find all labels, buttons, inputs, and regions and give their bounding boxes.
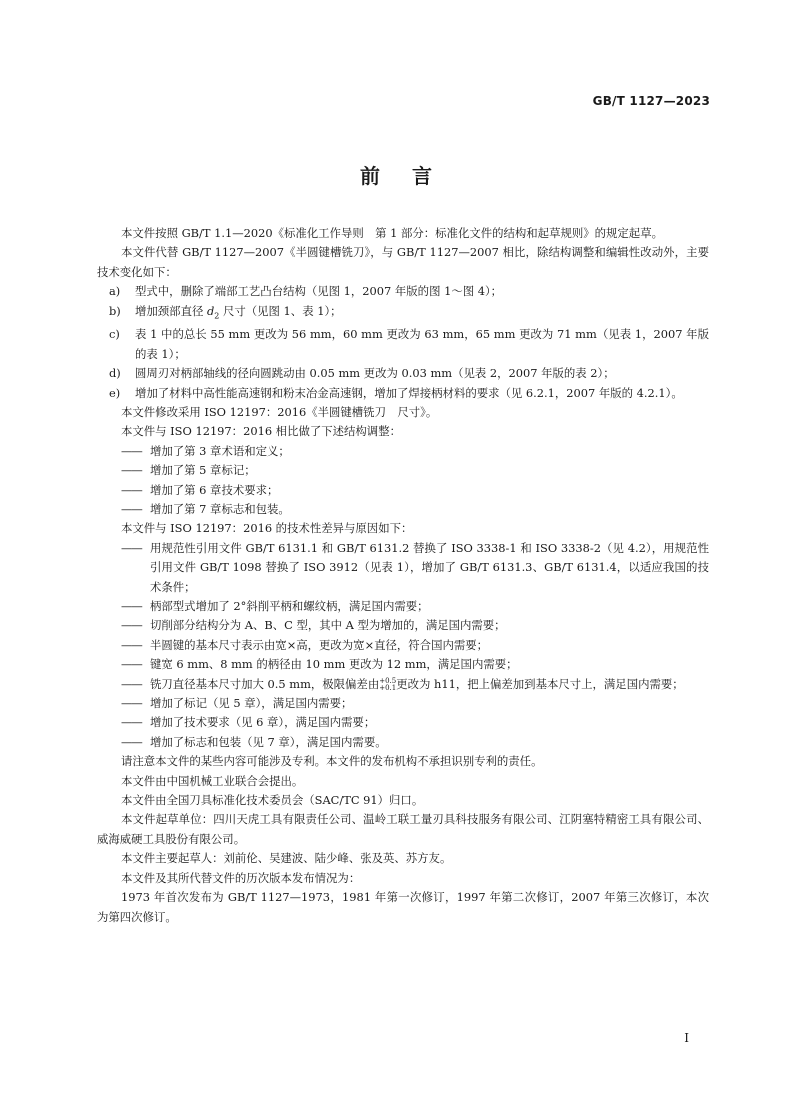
difference-item	[97, 597, 709, 616]
item-text: 增加了材料中高性能高速钢和粉末冶金高速钢，增加了焊接柄材料的要求（见 6.2.1，2007 年版的 4.2.1）。	[135, 385, 683, 400]
change-item	[97, 364, 709, 383]
dash-marker: ——	[121, 734, 142, 749]
dash-marker: ——	[121, 501, 142, 516]
difference-text: 半圆键的基本尺寸表示由宽×高，更改为宽×直径，符合国内需要；	[150, 637, 489, 652]
change-item	[97, 302, 709, 326]
difference-text: 用规范性引用文件 GB/T 6131.1 和 GB/T 6131.2 替换了 ISO 3338-1 和 ISO 3338-2（见 4.2），用规范性引用文件 GB/T 1098 替换了 ISO 3912（见表 1），增加了 GB/T 6131.3、GB/T 6131.4，以适应我国的技术条件；	[150, 540, 709, 594]
item-text: 圆周刃对柄部轴线的径向圆跳动由 0.05 mm 更改为 0.03 mm（见表 2，2007 年版的表 2）；	[135, 366, 615, 381]
item-text: 尺寸（见图 1、表 1）；	[219, 303, 342, 318]
structure-item	[97, 442, 709, 461]
structure-item	[97, 500, 709, 519]
difference-text: 铣刀直径基本尺寸加大 0.5 mm，极限偏差由	[150, 676, 380, 691]
change-item	[97, 325, 709, 364]
dash-marker: ——	[121, 618, 142, 633]
change-item	[97, 384, 709, 403]
paragraph-committee: 本文件由全国刀具标准化技术委员会（SAC/TC 91）归口。	[121, 793, 424, 808]
difference-item	[97, 655, 709, 674]
item-text: 表 1 中的总长 55 mm 更改为 56 mm，60 mm 更改为 63 mm，65 mm 更改为 71 mm（见表 1，2007 年版的表 1）；	[135, 327, 709, 361]
dash-marker: ——	[121, 637, 142, 652]
difference-text: 柄部型式增加了 2°斜削平柄和螺纹柄，满足国内需要；	[150, 599, 429, 613]
difference-text: 增加了标记（见 5 章），满足国内需要；	[150, 696, 353, 711]
page-title: 前言	[360, 164, 464, 188]
structure-text: 增加了第 7 章标志和包装。	[150, 501, 290, 516]
structure-item	[97, 481, 709, 500]
difference-text: 增加了标志和包装（见 7 章），满足国内需要。	[150, 734, 387, 749]
item-text: 增加颈部直径	[135, 303, 207, 318]
paragraph-history: 1973 年首次发布为 GB/T 1127—1973，1981 年第一次修订，1997 年第二次修订，2007 年第三次修订，本次为第四次修订。	[97, 890, 709, 924]
page-number: I	[684, 1031, 689, 1045]
item-marker: b)	[109, 303, 121, 318]
item-variable: d	[206, 303, 215, 318]
structure-item	[97, 461, 709, 480]
paragraph-drafting-units: 本文件起草单位：四川天虎工具有限责任公司、温岭工联工量刃具科技服务有限公司、江阴塞特精密工具有限公司、威海威硬工具股份有限公司。	[97, 812, 709, 846]
dash-marker: ——	[121, 696, 142, 711]
difference-item	[97, 636, 709, 655]
structure-text: 增加了第 3 章术语和定义；	[150, 443, 290, 458]
difference-item	[97, 713, 709, 732]
difference-text: 键宽 6 mm、8 mm 的柄径由 10 mm 更改为 12 mm，满足国内需要；	[150, 657, 518, 672]
item-marker: c)	[109, 327, 120, 342]
structure-text: 增加了第 5 章标记；	[150, 463, 256, 478]
document-body	[97, 224, 709, 927]
dash-marker: ——	[121, 443, 142, 458]
difference-text: 更改为 h11，把上偏差加到基本尺寸上，满足国内需要；	[396, 676, 684, 691]
paragraph-differences-intro: 本文件与 ISO 12197：2016 的技术性差异与原因如下：	[121, 521, 413, 536]
difference-item	[97, 616, 709, 635]
paragraph-adoption: 本文件修改采用 ISO 12197：2016《半圆键槽铣刀 尺寸》。	[121, 404, 438, 419]
item-subscript: 2	[214, 310, 220, 320]
difference-item	[97, 733, 709, 752]
tolerance-lower: +0.1	[379, 683, 397, 692]
structure-text: 增加了第 6 章技术要求；	[150, 482, 279, 497]
tolerance-stack	[379, 678, 396, 692]
dash-marker: ——	[121, 599, 142, 613]
paragraph-structure-intro: 本文件与 ISO 12197：2016 相比做了下述结构调整：	[121, 424, 401, 439]
dash-marker: ——	[121, 676, 142, 691]
dash-marker: ——	[121, 657, 142, 672]
dash-marker: ——	[121, 540, 142, 555]
paragraph-replaces: 本文件代替 GB/T 1127—2007《半圆键槽铣刀》，与 GB/T 1127—2007 相比，除结构调整和编辑性改动外，主要技术变化如下：	[97, 245, 709, 279]
difference-item	[97, 539, 709, 597]
item-marker: a)	[109, 284, 121, 299]
item-marker: d)	[109, 366, 121, 381]
change-item	[97, 282, 709, 301]
dash-marker: ——	[121, 463, 142, 478]
paragraph-basis: 本文件按照 GB/T 1.1—2020《标准化工作导则 第 1 部分：标准化文件的结构和起草规则》的规定起草。	[121, 226, 663, 240]
tolerance-upper: +0.5	[379, 676, 397, 685]
difference-item	[97, 694, 709, 713]
difference-text: 切削部分结构分为 A、B、C 型，其中 A 型为增加的，满足国内需要；	[150, 618, 506, 633]
standard-code: GB/T 1127—2023	[592, 94, 710, 108]
difference-item	[97, 675, 709, 694]
paragraph-drafters: 本文件主要起草人：刘前伦、吴建波、陆少峰、张及英、苏方友。	[121, 851, 452, 866]
dash-marker: ——	[121, 482, 142, 497]
paragraph-proposer: 本文件由中国机械工业联合会提出。	[121, 773, 304, 788]
difference-text: 增加了技术要求（见 6 章），满足国内需要；	[150, 715, 376, 730]
dash-marker: ——	[121, 715, 142, 730]
item-text: 型式中，删除了端部工艺凸台结构（见图 1，2007 年版的图 1～图 4）；	[135, 284, 503, 299]
item-marker: e)	[109, 385, 121, 400]
paragraph-history-intro: 本文件及其所代替文件的历次版本发布情况为：	[121, 870, 361, 885]
paragraph-patent: 请注意本文件的某些内容可能涉及专利。本文件的发布机构不承担识别专利的责任。	[121, 754, 543, 769]
